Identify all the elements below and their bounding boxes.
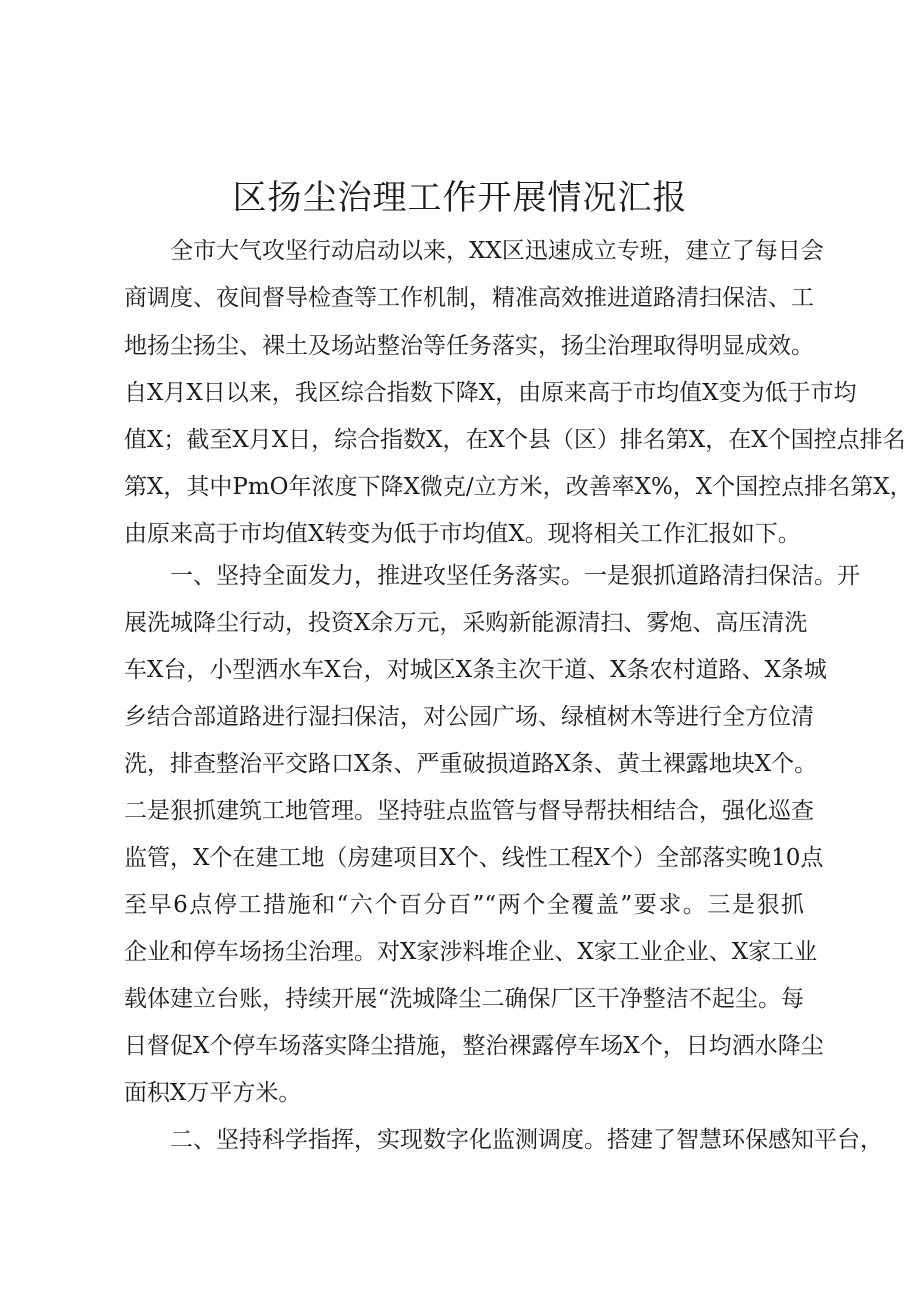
document-title: 区扬尘治理工作开展情况汇报 bbox=[232, 178, 688, 218]
intro-line-2: 商调度、夜间督导检查等工作机制，精准高效推进道路清扫保洁、工 bbox=[124, 285, 814, 311]
section1-first-line-text: 一是狠抓道路清扫保洁。开 bbox=[584, 563, 860, 589]
intro-line-6: 第X，其中PmO年浓度下降X微克/立方米，改善率X%，X个国控点排名第X， bbox=[124, 474, 913, 500]
section1-line: 乡结合部道路进行湿扫保洁，对公园广场、绿植树木等进行全方位清 bbox=[124, 704, 814, 730]
intro-line-1: 全市大气攻坚行动启动以来，XX区迅速成立专班，建立了每日会 bbox=[170, 238, 824, 264]
section1-first-line bbox=[170, 560, 860, 592]
section1-line: 至早6点停工措施和“六个百分百”“两个全覆盖”要求。三是狠抓 bbox=[124, 892, 804, 918]
section1-line: 监管，X个在建工地（房建项目X个、线性工程X个）全部落实晚10点 bbox=[124, 845, 824, 871]
section2-heading: 二、坚持科学指挥，实现数字化监测调度。 bbox=[170, 1127, 607, 1153]
section1-line: 二是狠抓建筑工地管理。坚持驻点监管与督导帮扶相结合，强化巡查 bbox=[124, 798, 814, 824]
section1-line: 面积X万平方米。 bbox=[124, 1080, 302, 1106]
section1-line: 车X台，小型洒水车X台，对城区X条主次干道、X条农村道路、X条城 bbox=[124, 657, 827, 683]
section2-first-line-text: 搭建了智慧环保感知平台， bbox=[607, 1127, 883, 1153]
section1-line: 企业和停车场扬尘治理。对X家涉料堆企业、X家工业企业、X家工业 bbox=[124, 939, 818, 965]
section2-first-line bbox=[170, 1124, 883, 1156]
intro-line-7: 由原来高于市均值X转变为低于市均值X。现将相关工作汇报如下。 bbox=[124, 521, 801, 547]
intro-line-3: 地扬尘扬尘、裸土及场站整治等任务落实，扬尘治理取得明显成效。 bbox=[124, 333, 814, 359]
intro-line-5: 值X；截至X月X日，综合指数X，在X个县（区）排名第X，在X个国控点排名 bbox=[124, 427, 906, 453]
intro-line-4: 自X月X日以来，我区综合指数下降X，由原来高于市均值X变为低于市均 bbox=[124, 380, 857, 406]
section1-line: 载体建立台账，持续开展“洗城降尘二确保厂区干净整洁不起尘。每 bbox=[124, 986, 804, 1012]
section1-line: 展洗城降尘行动，投资X余万元，采购新能源清扫、雾炮、高压清洗 bbox=[124, 610, 808, 636]
section1-heading: 一、坚持全面发力，推进攻坚任务落实。 bbox=[170, 563, 584, 589]
section1-line: 日督促X个停车场落实降尘措施，整治裸露停车场X个，日均洒水降尘 bbox=[124, 1033, 824, 1059]
section1-line: 洗，排查整治平交路口X条、严重破损道路X条、黄土裸露地块X个。 bbox=[124, 751, 818, 777]
